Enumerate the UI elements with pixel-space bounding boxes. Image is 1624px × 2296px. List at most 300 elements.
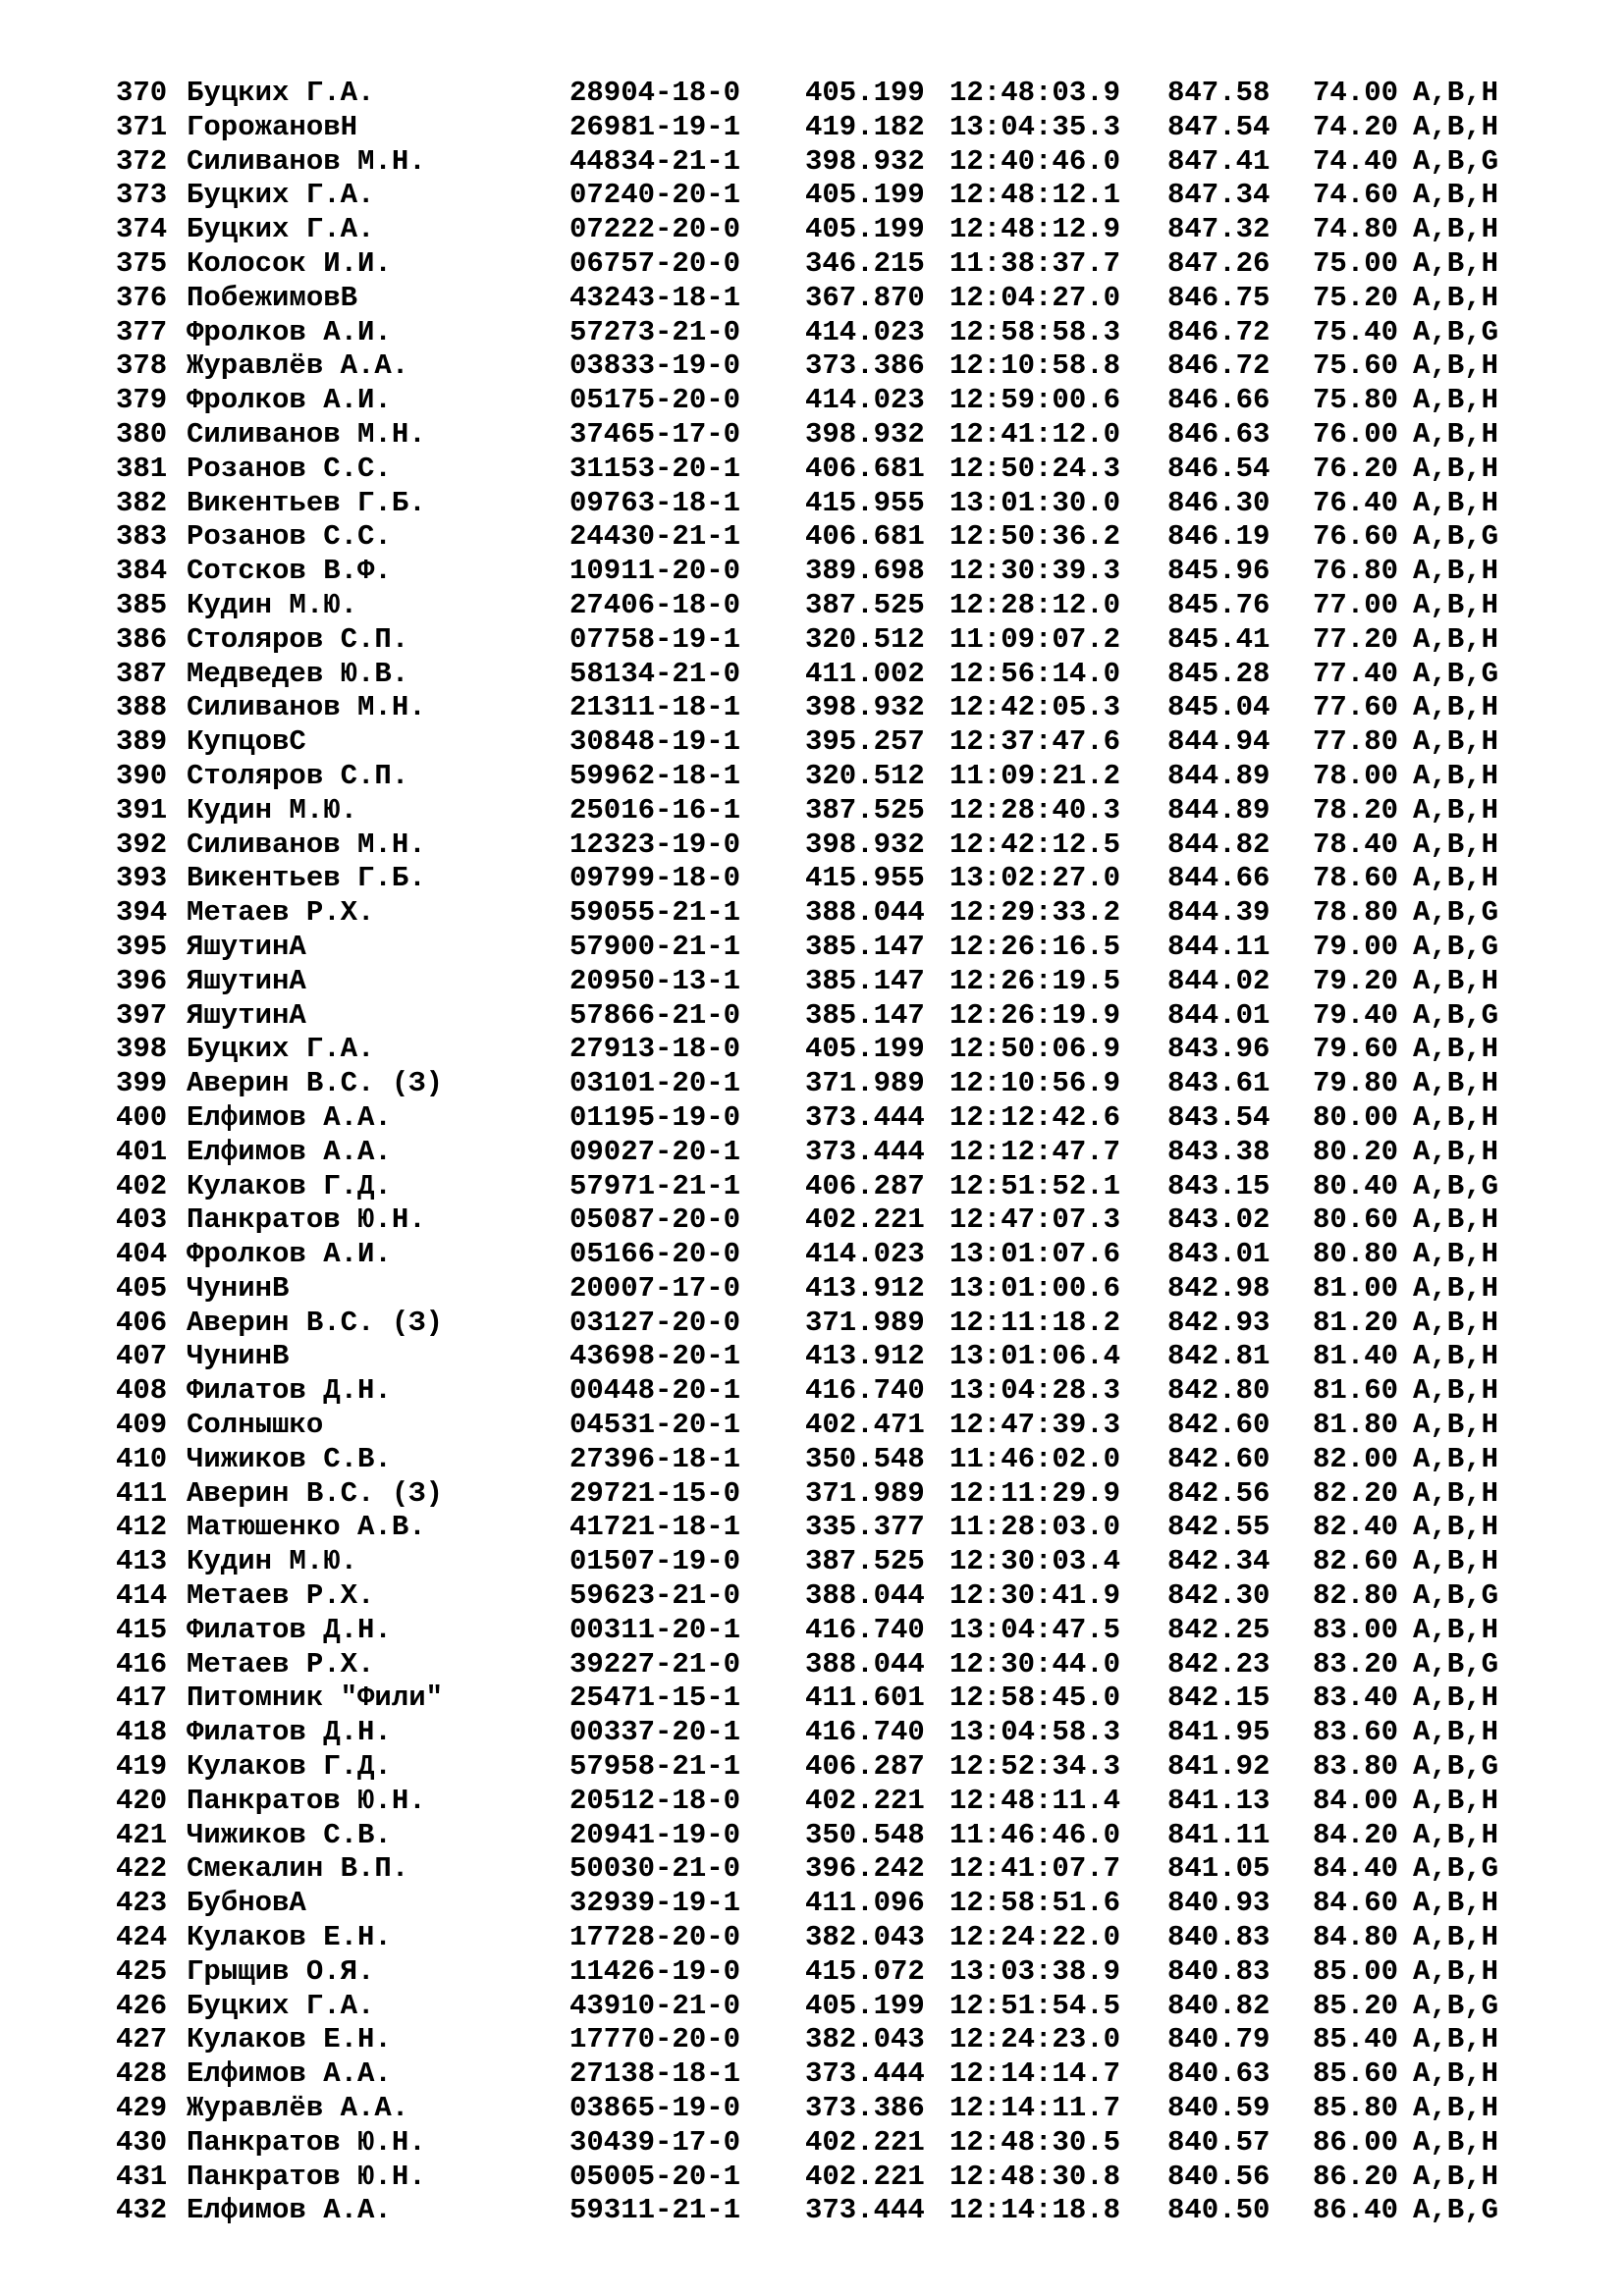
- categories-cell: A,B,H: [1413, 793, 1499, 827]
- name-cell: Буцких Г.А.: [187, 179, 375, 212]
- speed-cell: 846.54: [1167, 452, 1271, 485]
- ring-cell: 41721-18-1: [569, 1511, 741, 1544]
- speed-cell: 842.25: [1167, 1613, 1271, 1646]
- categories-cell: A,B,H: [1413, 2023, 1499, 2056]
- name-cell: Панкратов Ю.Н.: [187, 2160, 426, 2193]
- points-cell: 77.60: [1313, 691, 1399, 724]
- categories-cell: A,B,H: [1413, 1100, 1499, 1134]
- time-cell: 12:48:03.9: [949, 77, 1121, 109]
- categories-cell: A,B,H: [1413, 1511, 1499, 1544]
- points-cell: 76.80: [1313, 555, 1399, 588]
- name-cell: Панкратов Ю.Н.: [187, 1203, 426, 1237]
- time-cell: 12:28:12.0: [949, 588, 1121, 621]
- points-cell: 74.40: [1313, 144, 1399, 178]
- time-cell: 13:02:27.0: [949, 862, 1121, 895]
- categories-cell: A,B,H: [1413, 1545, 1499, 1578]
- points-cell: 85.20: [1313, 1989, 1399, 2022]
- ring-cell: 17770-20-0: [569, 2023, 741, 2056]
- ring-cell: 27406-18-0: [569, 588, 741, 621]
- ring-cell: 32939-19-1: [569, 1887, 741, 1920]
- categories-cell: A,B,H: [1413, 417, 1499, 451]
- points-cell: 75.40: [1313, 315, 1399, 348]
- speed-cell: 845.76: [1167, 588, 1271, 621]
- name-cell: Матюшенко А.В.: [187, 1511, 426, 1544]
- place-cell: 379: [116, 384, 168, 417]
- speed-cell: 847.32: [1167, 213, 1271, 246]
- categories-cell: A,B,H: [1413, 110, 1499, 143]
- speed-cell: 840.93: [1167, 1887, 1271, 1920]
- name-cell: ЯшутинА: [187, 998, 306, 1032]
- name-cell: Метаев Р.Х.: [187, 896, 375, 930]
- time-cell: 13:04:58.3: [949, 1716, 1121, 1749]
- ring-cell: 59055-21-1: [569, 896, 741, 930]
- distance-cell: 371.989: [805, 1306, 925, 1339]
- place-cell: 390: [116, 759, 168, 792]
- place-cell: 404: [116, 1238, 168, 1271]
- ring-cell: 30848-19-1: [569, 725, 741, 759]
- distance-cell: 402.471: [805, 1409, 925, 1442]
- ring-cell: 03833-19-0: [569, 349, 741, 383]
- distance-cell: 382.043: [805, 2023, 925, 2056]
- time-cell: 11:38:37.7: [949, 246, 1121, 280]
- place-cell: 376: [116, 281, 168, 314]
- time-cell: 11:46:46.0: [949, 1818, 1121, 1851]
- place-cell: 430: [116, 2125, 168, 2159]
- distance-cell: 405.199: [805, 77, 925, 109]
- distance-cell: 415.955: [805, 486, 925, 519]
- speed-cell: 846.30: [1167, 486, 1271, 519]
- time-cell: 12:11:29.9: [949, 1476, 1121, 1510]
- time-cell: 12:10:58.8: [949, 349, 1121, 383]
- categories-cell: A,B,H: [1413, 555, 1499, 588]
- points-cell: 76.20: [1313, 452, 1399, 485]
- categories-cell: A,B,G: [1413, 520, 1499, 554]
- time-cell: 12:47:07.3: [949, 1203, 1121, 1237]
- time-cell: 12:30:03.4: [949, 1545, 1121, 1578]
- distance-cell: 371.989: [805, 1067, 925, 1100]
- time-cell: 13:04:47.5: [949, 1613, 1121, 1646]
- time-cell: 12:30:41.9: [949, 1579, 1121, 1613]
- time-cell: 12:26:16.5: [949, 930, 1121, 963]
- name-cell: ГорожановН: [187, 110, 358, 143]
- place-cell: 421: [116, 1818, 168, 1851]
- time-cell: 12:30:39.3: [949, 555, 1121, 588]
- points-cell: 85.00: [1313, 1954, 1399, 1988]
- time-cell: 12:24:22.0: [949, 1921, 1121, 1954]
- categories-cell: A,B,H: [1413, 1442, 1499, 1475]
- distance-cell: 371.989: [805, 1476, 925, 1510]
- name-cell: Аверин В.С. (З): [187, 1067, 444, 1100]
- speed-cell: 840.83: [1167, 1954, 1271, 1988]
- ring-cell: 57866-21-0: [569, 998, 741, 1032]
- speed-cell: 846.72: [1167, 315, 1271, 348]
- name-cell: Кулаков Г.Д.: [187, 1169, 392, 1202]
- speed-cell: 840.56: [1167, 2160, 1271, 2193]
- categories-cell: A,B,H: [1413, 1374, 1499, 1408]
- distance-cell: 387.525: [805, 793, 925, 827]
- speed-cell: 842.93: [1167, 1306, 1271, 1339]
- ring-cell: 43698-20-1: [569, 1340, 741, 1373]
- time-cell: 12:04:27.0: [949, 281, 1121, 314]
- place-cell: 408: [116, 1374, 168, 1408]
- ring-cell: 00311-20-1: [569, 1613, 741, 1646]
- ring-cell: 20950-13-1: [569, 964, 741, 997]
- points-cell: 84.80: [1313, 1921, 1399, 1954]
- distance-cell: 346.215: [805, 246, 925, 280]
- place-cell: 397: [116, 998, 168, 1032]
- place-cell: 431: [116, 2160, 168, 2193]
- speed-cell: 840.57: [1167, 2125, 1271, 2159]
- time-cell: 13:01:06.4: [949, 1340, 1121, 1373]
- ring-cell: 17728-20-0: [569, 1921, 741, 1954]
- place-cell: 422: [116, 1852, 168, 1886]
- place-cell: 382: [116, 486, 168, 519]
- categories-cell: A,B,H: [1413, 1340, 1499, 1373]
- points-cell: 80.60: [1313, 1203, 1399, 1237]
- time-cell: 12:52:34.3: [949, 1750, 1121, 1784]
- name-cell: Смекалин В.П.: [187, 1852, 409, 1886]
- points-cell: 75.00: [1313, 246, 1399, 280]
- time-cell: 12:14:14.7: [949, 2057, 1121, 2091]
- ring-cell: 50030-21-0: [569, 1852, 741, 1886]
- time-cell: 12:42:12.5: [949, 828, 1121, 861]
- distance-cell: 402.221: [805, 1203, 925, 1237]
- ring-cell: 20512-18-0: [569, 1784, 741, 1817]
- name-cell: Кулаков Е.Н.: [187, 2023, 392, 2056]
- categories-cell: A,B,H: [1413, 1203, 1499, 1237]
- place-cell: 378: [116, 349, 168, 383]
- speed-cell: 842.60: [1167, 1442, 1271, 1475]
- ring-cell: 24430-21-1: [569, 520, 741, 554]
- place-cell: 387: [116, 657, 168, 690]
- distance-cell: 414.023: [805, 384, 925, 417]
- time-cell: 12:41:12.0: [949, 417, 1121, 451]
- distance-cell: 398.932: [805, 691, 925, 724]
- place-cell: 398: [116, 1033, 168, 1066]
- speed-cell: 847.41: [1167, 144, 1271, 178]
- points-cell: 77.80: [1313, 725, 1399, 759]
- place-cell: 407: [116, 1340, 168, 1373]
- points-cell: 78.40: [1313, 828, 1399, 861]
- ring-cell: 06757-20-0: [569, 246, 741, 280]
- time-cell: 11:09:21.2: [949, 759, 1121, 792]
- name-cell: Викентьев Г.Б.: [187, 486, 426, 519]
- ring-cell: 01507-19-0: [569, 1545, 741, 1578]
- place-cell: 432: [116, 2194, 168, 2227]
- place-cell: 384: [116, 555, 168, 588]
- categories-cell: A,B,H: [1413, 588, 1499, 621]
- place-cell: 399: [116, 1067, 168, 1100]
- distance-cell: 373.444: [805, 1135, 925, 1168]
- time-cell: 12:37:47.6: [949, 725, 1121, 759]
- place-cell: 413: [116, 1545, 168, 1578]
- time-cell: 12:48:12.9: [949, 213, 1121, 246]
- points-cell: 79.60: [1313, 1033, 1399, 1066]
- speed-cell: 845.96: [1167, 555, 1271, 588]
- speed-cell: 843.15: [1167, 1169, 1271, 1202]
- name-cell: Столяров С.П.: [187, 622, 409, 656]
- points-cell: 86.40: [1313, 2194, 1399, 2227]
- ring-cell: 07222-20-0: [569, 213, 741, 246]
- ring-cell: 05087-20-0: [569, 1203, 741, 1237]
- distance-cell: 373.386: [805, 349, 925, 383]
- points-cell: 81.60: [1313, 1374, 1399, 1408]
- name-cell: Елфимов А.А.: [187, 2057, 392, 2091]
- distance-cell: 395.257: [805, 725, 925, 759]
- categories-cell: A,B,H: [1413, 213, 1499, 246]
- place-cell: 371: [116, 110, 168, 143]
- distance-cell: 382.043: [805, 1921, 925, 1954]
- speed-cell: 846.75: [1167, 281, 1271, 314]
- distance-cell: 373.444: [805, 2057, 925, 2091]
- name-cell: Силиванов М.Н.: [187, 828, 426, 861]
- categories-cell: A,B,H: [1413, 1476, 1499, 1510]
- distance-cell: 402.221: [805, 1784, 925, 1817]
- categories-cell: A,B,H: [1413, 1818, 1499, 1851]
- name-cell: Елфимов А.А.: [187, 1100, 392, 1134]
- place-cell: 394: [116, 896, 168, 930]
- distance-cell: 388.044: [805, 896, 925, 930]
- categories-cell: A,B,H: [1413, 964, 1499, 997]
- name-cell: ЯшутинА: [187, 930, 306, 963]
- points-cell: 84.40: [1313, 1852, 1399, 1886]
- ring-cell: 00448-20-1: [569, 1374, 741, 1408]
- time-cell: 12:28:40.3: [949, 793, 1121, 827]
- place-cell: 383: [116, 520, 168, 554]
- time-cell: 12:50:24.3: [949, 452, 1121, 485]
- distance-cell: 419.182: [805, 110, 925, 143]
- ring-cell: 59962-18-1: [569, 759, 741, 792]
- points-cell: 80.40: [1313, 1169, 1399, 1202]
- categories-cell: A,B,H: [1413, 1067, 1499, 1100]
- categories-cell: A,B,H: [1413, 1682, 1499, 1715]
- points-cell: 83.40: [1313, 1682, 1399, 1715]
- ring-cell: 27396-18-1: [569, 1442, 741, 1475]
- distance-cell: 387.525: [805, 1545, 925, 1578]
- distance-cell: 373.444: [805, 2194, 925, 2227]
- speed-cell: 842.55: [1167, 1511, 1271, 1544]
- ring-cell: 03127-20-0: [569, 1306, 741, 1339]
- distance-cell: 406.287: [805, 1750, 925, 1784]
- distance-cell: 335.377: [805, 1511, 925, 1544]
- place-cell: 420: [116, 1784, 168, 1817]
- categories-cell: A,B,G: [1413, 1989, 1499, 2022]
- points-cell: 82.60: [1313, 1545, 1399, 1578]
- place-cell: 406: [116, 1306, 168, 1339]
- categories-cell: A,B,H: [1413, 1135, 1499, 1168]
- speed-cell: 846.66: [1167, 384, 1271, 417]
- ring-cell: 25471-15-1: [569, 1682, 741, 1715]
- time-cell: 13:01:30.0: [949, 486, 1121, 519]
- distance-cell: 396.242: [805, 1852, 925, 1886]
- place-cell: 381: [116, 452, 168, 485]
- name-cell: Кудин М.Ю.: [187, 588, 358, 621]
- place-cell: 414: [116, 1579, 168, 1613]
- time-cell: 12:12:42.6: [949, 1100, 1121, 1134]
- ring-cell: 57900-21-1: [569, 930, 741, 963]
- place-cell: 417: [116, 1682, 168, 1715]
- points-cell: 81.20: [1313, 1306, 1399, 1339]
- speed-cell: 841.95: [1167, 1716, 1271, 1749]
- name-cell: Метаев Р.Х.: [187, 1579, 375, 1613]
- ring-cell: 29721-15-0: [569, 1476, 741, 1510]
- speed-cell: 840.79: [1167, 2023, 1271, 2056]
- points-cell: 84.00: [1313, 1784, 1399, 1817]
- ring-cell: 57958-21-1: [569, 1750, 741, 1784]
- speed-cell: 840.63: [1167, 2057, 1271, 2091]
- ring-cell: 27913-18-0: [569, 1033, 741, 1066]
- speed-cell: 844.39: [1167, 896, 1271, 930]
- place-cell: 396: [116, 964, 168, 997]
- categories-cell: A,B,H: [1413, 1271, 1499, 1305]
- speed-cell: 844.11: [1167, 930, 1271, 963]
- time-cell: 12:48:11.4: [949, 1784, 1121, 1817]
- speed-cell: 847.58: [1167, 77, 1271, 109]
- ring-cell: 43243-18-1: [569, 281, 741, 314]
- speed-cell: 843.02: [1167, 1203, 1271, 1237]
- ring-cell: 57273-21-0: [569, 315, 741, 348]
- ring-cell: 44834-21-1: [569, 144, 741, 178]
- speed-cell: 842.15: [1167, 1682, 1271, 1715]
- distance-cell: 415.955: [805, 862, 925, 895]
- ring-cell: 07240-20-1: [569, 179, 741, 212]
- ring-cell: 26981-19-1: [569, 110, 741, 143]
- ring-cell: 03865-19-0: [569, 2092, 741, 2125]
- points-cell: 74.20: [1313, 110, 1399, 143]
- ring-cell: 11426-19-0: [569, 1954, 741, 1988]
- time-cell: 13:01:00.6: [949, 1271, 1121, 1305]
- categories-cell: A,B,H: [1413, 1238, 1499, 1271]
- place-cell: 377: [116, 315, 168, 348]
- speed-cell: 846.72: [1167, 349, 1271, 383]
- place-cell: 393: [116, 862, 168, 895]
- name-cell: Панкратов Ю.Н.: [187, 2125, 426, 2159]
- categories-cell: A,B,G: [1413, 930, 1499, 963]
- place-cell: 388: [116, 691, 168, 724]
- distance-cell: 385.147: [805, 998, 925, 1032]
- distance-cell: 416.740: [805, 1374, 925, 1408]
- ring-cell: 20007-17-0: [569, 1271, 741, 1305]
- points-cell: 78.60: [1313, 862, 1399, 895]
- time-cell: 12:50:06.9: [949, 1033, 1121, 1066]
- name-cell: Журавлёв А.А.: [187, 2092, 409, 2125]
- place-cell: 380: [116, 417, 168, 451]
- points-cell: 74.80: [1313, 213, 1399, 246]
- points-cell: 77.40: [1313, 657, 1399, 690]
- place-cell: 424: [116, 1921, 168, 1954]
- name-cell: ПобежимовВ: [187, 281, 358, 314]
- ring-cell: 04531-20-1: [569, 1409, 741, 1442]
- categories-cell: A,B,G: [1413, 144, 1499, 178]
- distance-cell: 350.548: [805, 1818, 925, 1851]
- speed-cell: 847.26: [1167, 246, 1271, 280]
- points-cell: 76.40: [1313, 486, 1399, 519]
- ring-cell: 12323-19-0: [569, 828, 741, 861]
- speed-cell: 844.66: [1167, 862, 1271, 895]
- speed-cell: 844.89: [1167, 759, 1271, 792]
- distance-cell: 411.002: [805, 657, 925, 690]
- categories-cell: A,B,H: [1413, 452, 1499, 485]
- points-cell: 83.80: [1313, 1750, 1399, 1784]
- points-cell: 81.80: [1313, 1409, 1399, 1442]
- distance-cell: 398.932: [805, 417, 925, 451]
- name-cell: Чижиков С.В.: [187, 1818, 392, 1851]
- distance-cell: 414.023: [805, 315, 925, 348]
- speed-cell: 847.34: [1167, 179, 1271, 212]
- ring-cell: 09027-20-1: [569, 1135, 741, 1168]
- place-cell: 372: [116, 144, 168, 178]
- distance-cell: 388.044: [805, 1647, 925, 1681]
- distance-cell: 388.044: [805, 1579, 925, 1613]
- distance-cell: 406.287: [805, 1169, 925, 1202]
- points-cell: 79.40: [1313, 998, 1399, 1032]
- time-cell: 12:48:30.5: [949, 2125, 1121, 2159]
- categories-cell: A,B,H: [1413, 2092, 1499, 2125]
- name-cell: Журавлёв А.А.: [187, 349, 409, 383]
- categories-cell: A,B,H: [1413, 691, 1499, 724]
- points-cell: 86.20: [1313, 2160, 1399, 2193]
- name-cell: КупцовС: [187, 725, 306, 759]
- place-cell: 426: [116, 1989, 168, 2022]
- name-cell: Елфимов А.А.: [187, 2194, 392, 2227]
- categories-cell: A,B,H: [1413, 725, 1499, 759]
- ring-cell: 20941-19-0: [569, 1818, 741, 1851]
- speed-cell: 840.82: [1167, 1989, 1271, 2022]
- points-cell: 84.60: [1313, 1887, 1399, 1920]
- distance-cell: 406.681: [805, 452, 925, 485]
- speed-cell: 846.19: [1167, 520, 1271, 554]
- time-cell: 12:58:45.0: [949, 1682, 1121, 1715]
- categories-cell: A,B,G: [1413, 1750, 1499, 1784]
- ring-cell: 10911-20-0: [569, 555, 741, 588]
- distance-cell: 413.912: [805, 1271, 925, 1305]
- points-cell: 74.60: [1313, 179, 1399, 212]
- categories-cell: A,B,H: [1413, 2160, 1499, 2193]
- name-cell: Розанов С.С.: [187, 452, 392, 485]
- speed-cell: 842.80: [1167, 1374, 1271, 1408]
- points-cell: 78.00: [1313, 759, 1399, 792]
- categories-cell: A,B,H: [1413, 179, 1499, 212]
- distance-cell: 405.199: [805, 1989, 925, 2022]
- ring-cell: 39227-21-0: [569, 1647, 741, 1681]
- name-cell: Кудин М.Ю.: [187, 1545, 358, 1578]
- distance-cell: 373.444: [805, 1100, 925, 1134]
- time-cell: 12:40:46.0: [949, 144, 1121, 178]
- points-cell: 79.20: [1313, 964, 1399, 997]
- time-cell: 12:47:39.3: [949, 1409, 1121, 1442]
- place-cell: 416: [116, 1647, 168, 1681]
- speed-cell: 844.94: [1167, 725, 1271, 759]
- place-cell: 374: [116, 213, 168, 246]
- speed-cell: 842.98: [1167, 1271, 1271, 1305]
- ring-cell: 59311-21-1: [569, 2194, 741, 2227]
- time-cell: 12:51:52.1: [949, 1169, 1121, 1202]
- time-cell: 13:01:07.6: [949, 1238, 1121, 1271]
- categories-cell: A,B,H: [1413, 1306, 1499, 1339]
- speed-cell: 841.11: [1167, 1818, 1271, 1851]
- time-cell: 12:14:18.8: [949, 2194, 1121, 2227]
- speed-cell: 840.50: [1167, 2194, 1271, 2227]
- categories-cell: A,B,H: [1413, 1784, 1499, 1817]
- distance-cell: 402.221: [805, 2125, 925, 2159]
- speed-cell: 844.82: [1167, 828, 1271, 861]
- points-cell: 81.40: [1313, 1340, 1399, 1373]
- points-cell: 85.40: [1313, 2023, 1399, 2056]
- place-cell: 386: [116, 622, 168, 656]
- time-cell: 12:56:14.0: [949, 657, 1121, 690]
- distance-cell: 402.221: [805, 2160, 925, 2193]
- time-cell: 12:48:12.1: [949, 179, 1121, 212]
